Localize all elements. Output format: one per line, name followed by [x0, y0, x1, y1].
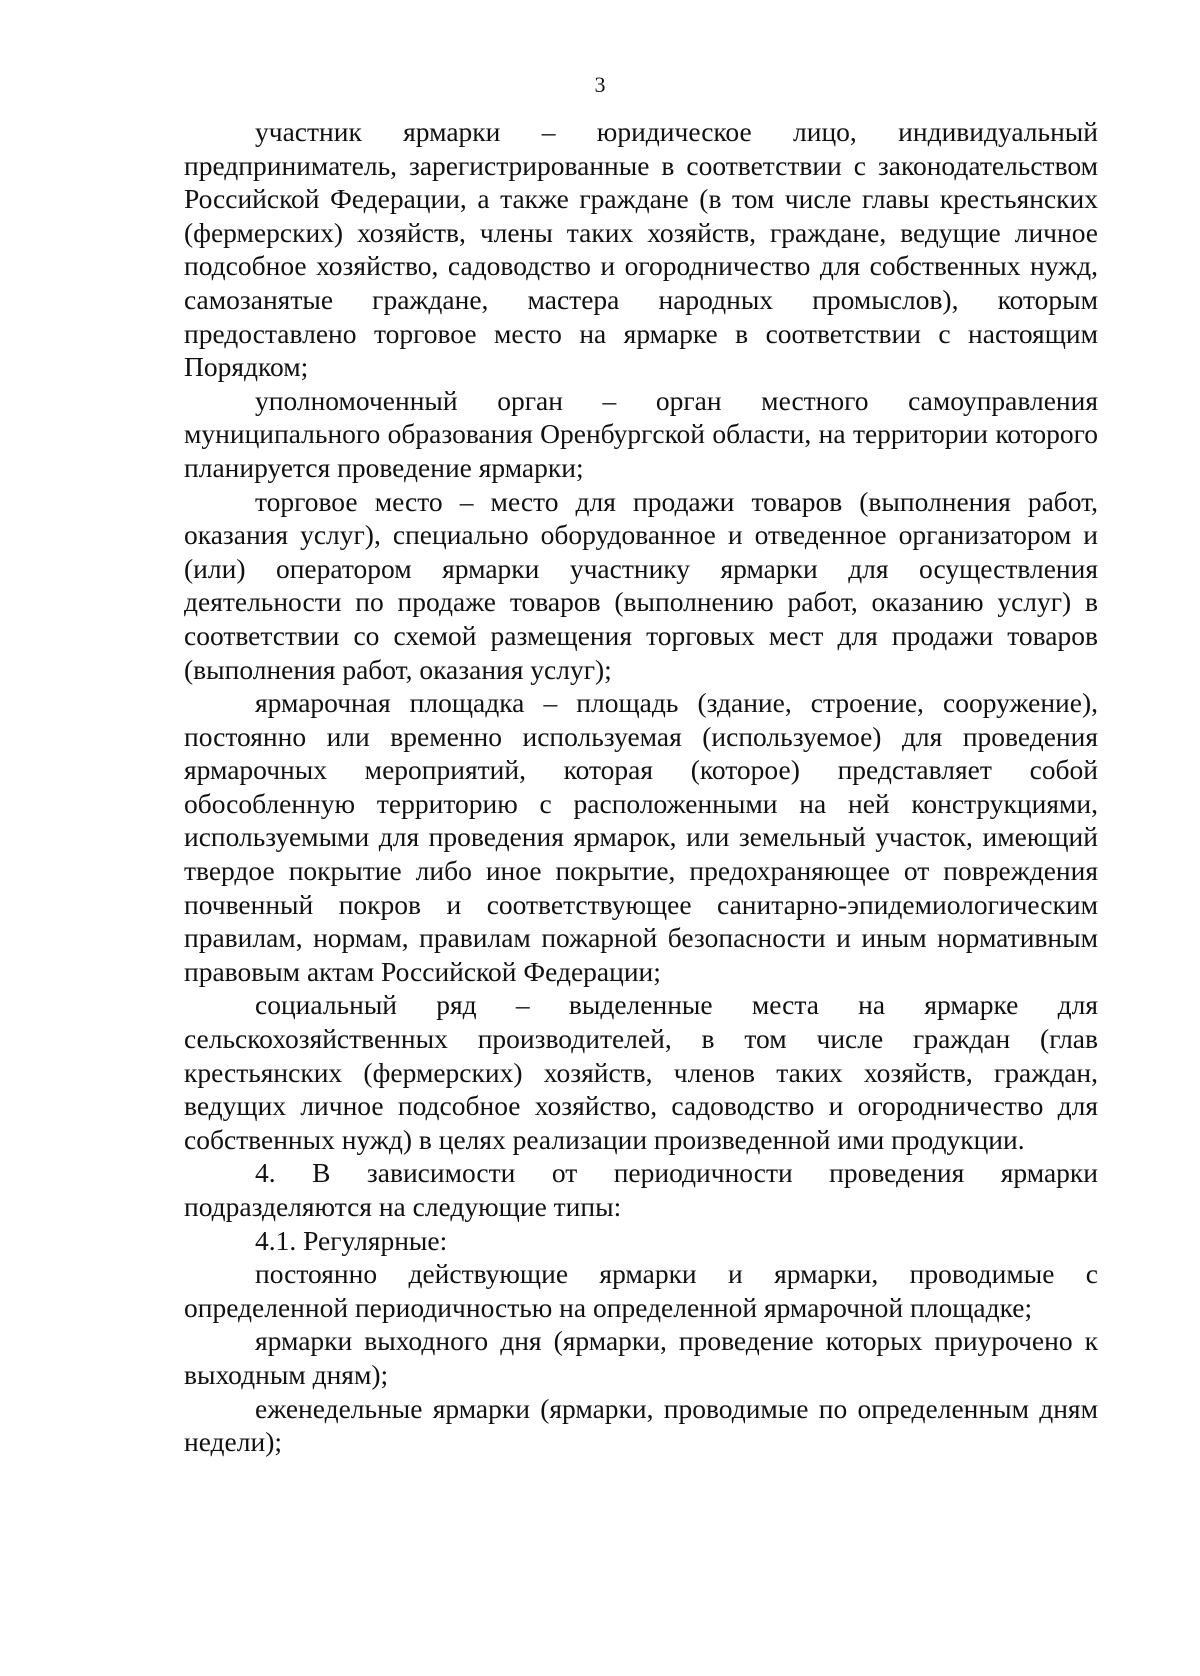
paragraph-weekly-fairs: еженедельные ярмарки (ярмарки, проводимые по определенным дням недели); [184, 1392, 1098, 1458]
paragraph-fair-participant: участник ярмарки – юридическое лицо, индивидуальный предприниматель, зарегистрированные в соответствии с законодательством Российской Федерации, а также граждане (в том числе главы крестьянских (фермерских) хозяйств, члены таких хозяйств, граждане, ведущие личное подсобное хозяйство, садоводство и огородничество для собственных нужд, самозанятые граждане, мастера народных промыслов), которым предоставлено торговое место на ярмарке в соответствии с настоящим Порядком; [184, 116, 1098, 383]
document-body [184, 115, 1098, 1459]
paragraph-fair-site: ярмарочная площадка – площадь (здание, строение, сооружение), постоянно или временно используемая (используемое) для проведения ярмарочных мероприятий, которая (которое) представляет собой обособленную территорию с расположенными на ней конструкциями, используемыми для проведения ярмарок, или земельный участок, имеющий твердое покрытие либо иное покрытие, предохраняющее от повреждения почвенный покров и соответствующее санитарно-эпидемиологическим правилам, нормам, правилам пожарной безопасности и иным нормативным правовым актам Российской Федерации; [184, 687, 1098, 987]
page-number: 3 [594, 72, 606, 97]
paragraph-trading-place: торговое место – место для продажи товаров (выполнения работ, оказания услуг), специально оборудованное и отведенное организатором и (или) оператором ярмарки участнику ярмарки для осуществления деятельности по продаже товаров (выполнению работ, оказанию услуг) в соответствии со схемой размещения торговых мест для продажи товаров (выполнения работ, оказания услуг); [184, 485, 1098, 685]
paragraph-fair-types: 4. В зависимости от периодичности проведения ярмарки подразделяются на следующие типы: [184, 1157, 1098, 1222]
paragraph-authorized-body: уполномоченный орган – орган местного самоуправления муниципального образования Оренбургской области, на территории которого планируется проведение ярмарки; [184, 384, 1098, 483]
paragraph-permanent-fairs: постоянно действующие ярмарки и ярмарки, проводимые с определенной периодичностью на определенной ярмарочной площадке; [184, 1258, 1098, 1323]
paragraph-weekend-fairs: ярмарки выходного дня (ярмарки, проведение которых приурочено к выходным дням); [184, 1325, 1098, 1390]
paragraph-regular-heading: 4.1. Регулярные: [255, 1224, 448, 1256]
paragraph-social-row: социальный ряд – выделенные места на ярмарке для сельскохозяйственных производителей, в том числе граждан (глав крестьянских (фермерских) хозяйств, членов таких хозяйств, граждан, ведущих личное подсобное хозяйство, садоводство и огородничество для собственных нужд) в целях реализации произведенной ими продукции. [184, 989, 1098, 1155]
